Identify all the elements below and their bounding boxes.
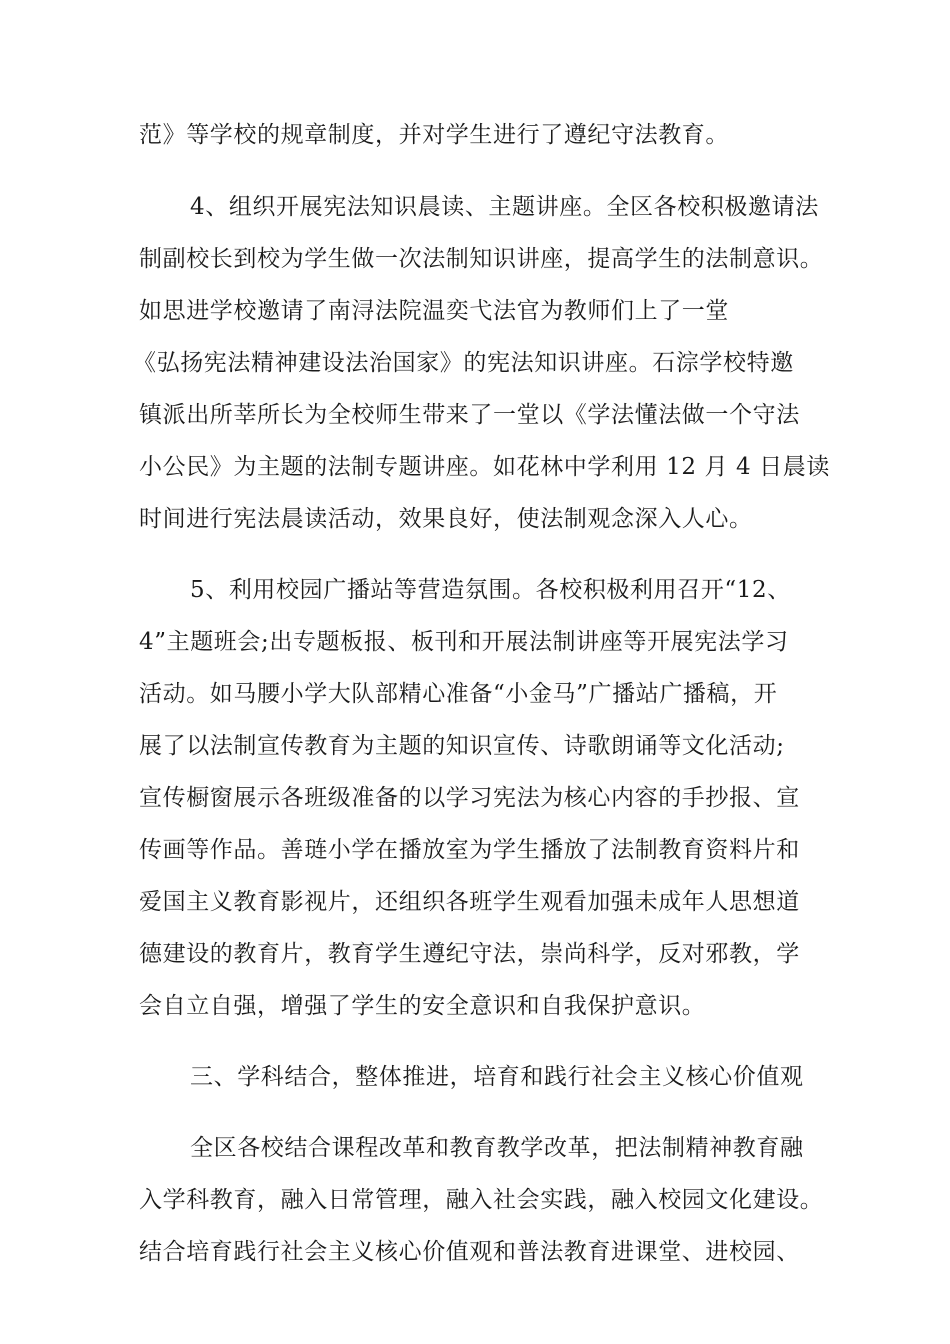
text-line: 4”主题班会;出专题板报、板刊和开展法制讲座等开展宪法学习	[139, 629, 789, 655]
text-line: 制副校长到校为学生做一次法制知识讲座，提高学生的法制意识。	[139, 246, 824, 272]
text-line: 宣传橱窗展示各班级准备的以学习宪法为核心内容的手抄报、宣	[139, 785, 800, 811]
paragraph-section-3-first-line: 全区各校结合课程改革和教育教学改革，把法制精神教育融	[190, 1135, 804, 1161]
text-line: 小公民》为主题的法制专题讲座。如花林中学利用 12 月 4 日晨读	[139, 454, 830, 480]
text-line: 如思进学校邀请了南浔法院温奕弋法官为教师们上了一堂	[139, 298, 729, 324]
text-line: 活动。如马腰小学大队部精心准备“小金马”广播站广播稿，开	[139, 681, 778, 707]
text-line: 《弘扬宪法精神建设法治国家》的宪法知识讲座。石淙学校特邀	[133, 350, 794, 376]
text-line: 展了以法制宣传教育为主题的知识宣传、诗歌朗诵等文化活动;	[139, 733, 785, 759]
text-line: 会自立自强，增强了学生的安全意识和自我保护意识。	[139, 993, 706, 1019]
paragraph-item-5-first-line: 5、利用校园广播站等营造氛围。各校积极利用召开“12、	[190, 577, 791, 603]
paragraph-item-4-first-line: 4、组织开展宪法知识晨读、主题讲座。全区各校积极邀请法	[190, 194, 819, 220]
text-line: 德建设的教育片，教育学生遵纪守法，崇尚科学，反对邪教，学	[139, 941, 800, 967]
text-line: 范》等学校的规章制度，并对学生进行了遵纪守法教育。	[139, 122, 729, 148]
text-line: 入学科教育，融入日常管理，融入社会实践，融入校园文化建设。	[139, 1187, 824, 1213]
text-line: 镇派出所莘所长为全校师生带来了一堂以《学法懂法做一个守法	[139, 402, 800, 428]
text-line: 时间进行宪法晨读活动，效果良好，使法制观念深入人心。	[139, 506, 753, 532]
section-heading: 三、学科结合，整体推进，培育和践行社会主义核心价值观	[190, 1064, 804, 1090]
text-line: 传画等作品。善琏小学在播放室为学生播放了法制教育资料片和	[139, 837, 800, 863]
text-line: 爱国主义教育影视片，还组织各班学生观看加强未成年人思想道	[139, 889, 800, 915]
text-line: 结合培育践行社会主义核心价值观和普法教育进课堂、进校园、	[139, 1239, 800, 1265]
